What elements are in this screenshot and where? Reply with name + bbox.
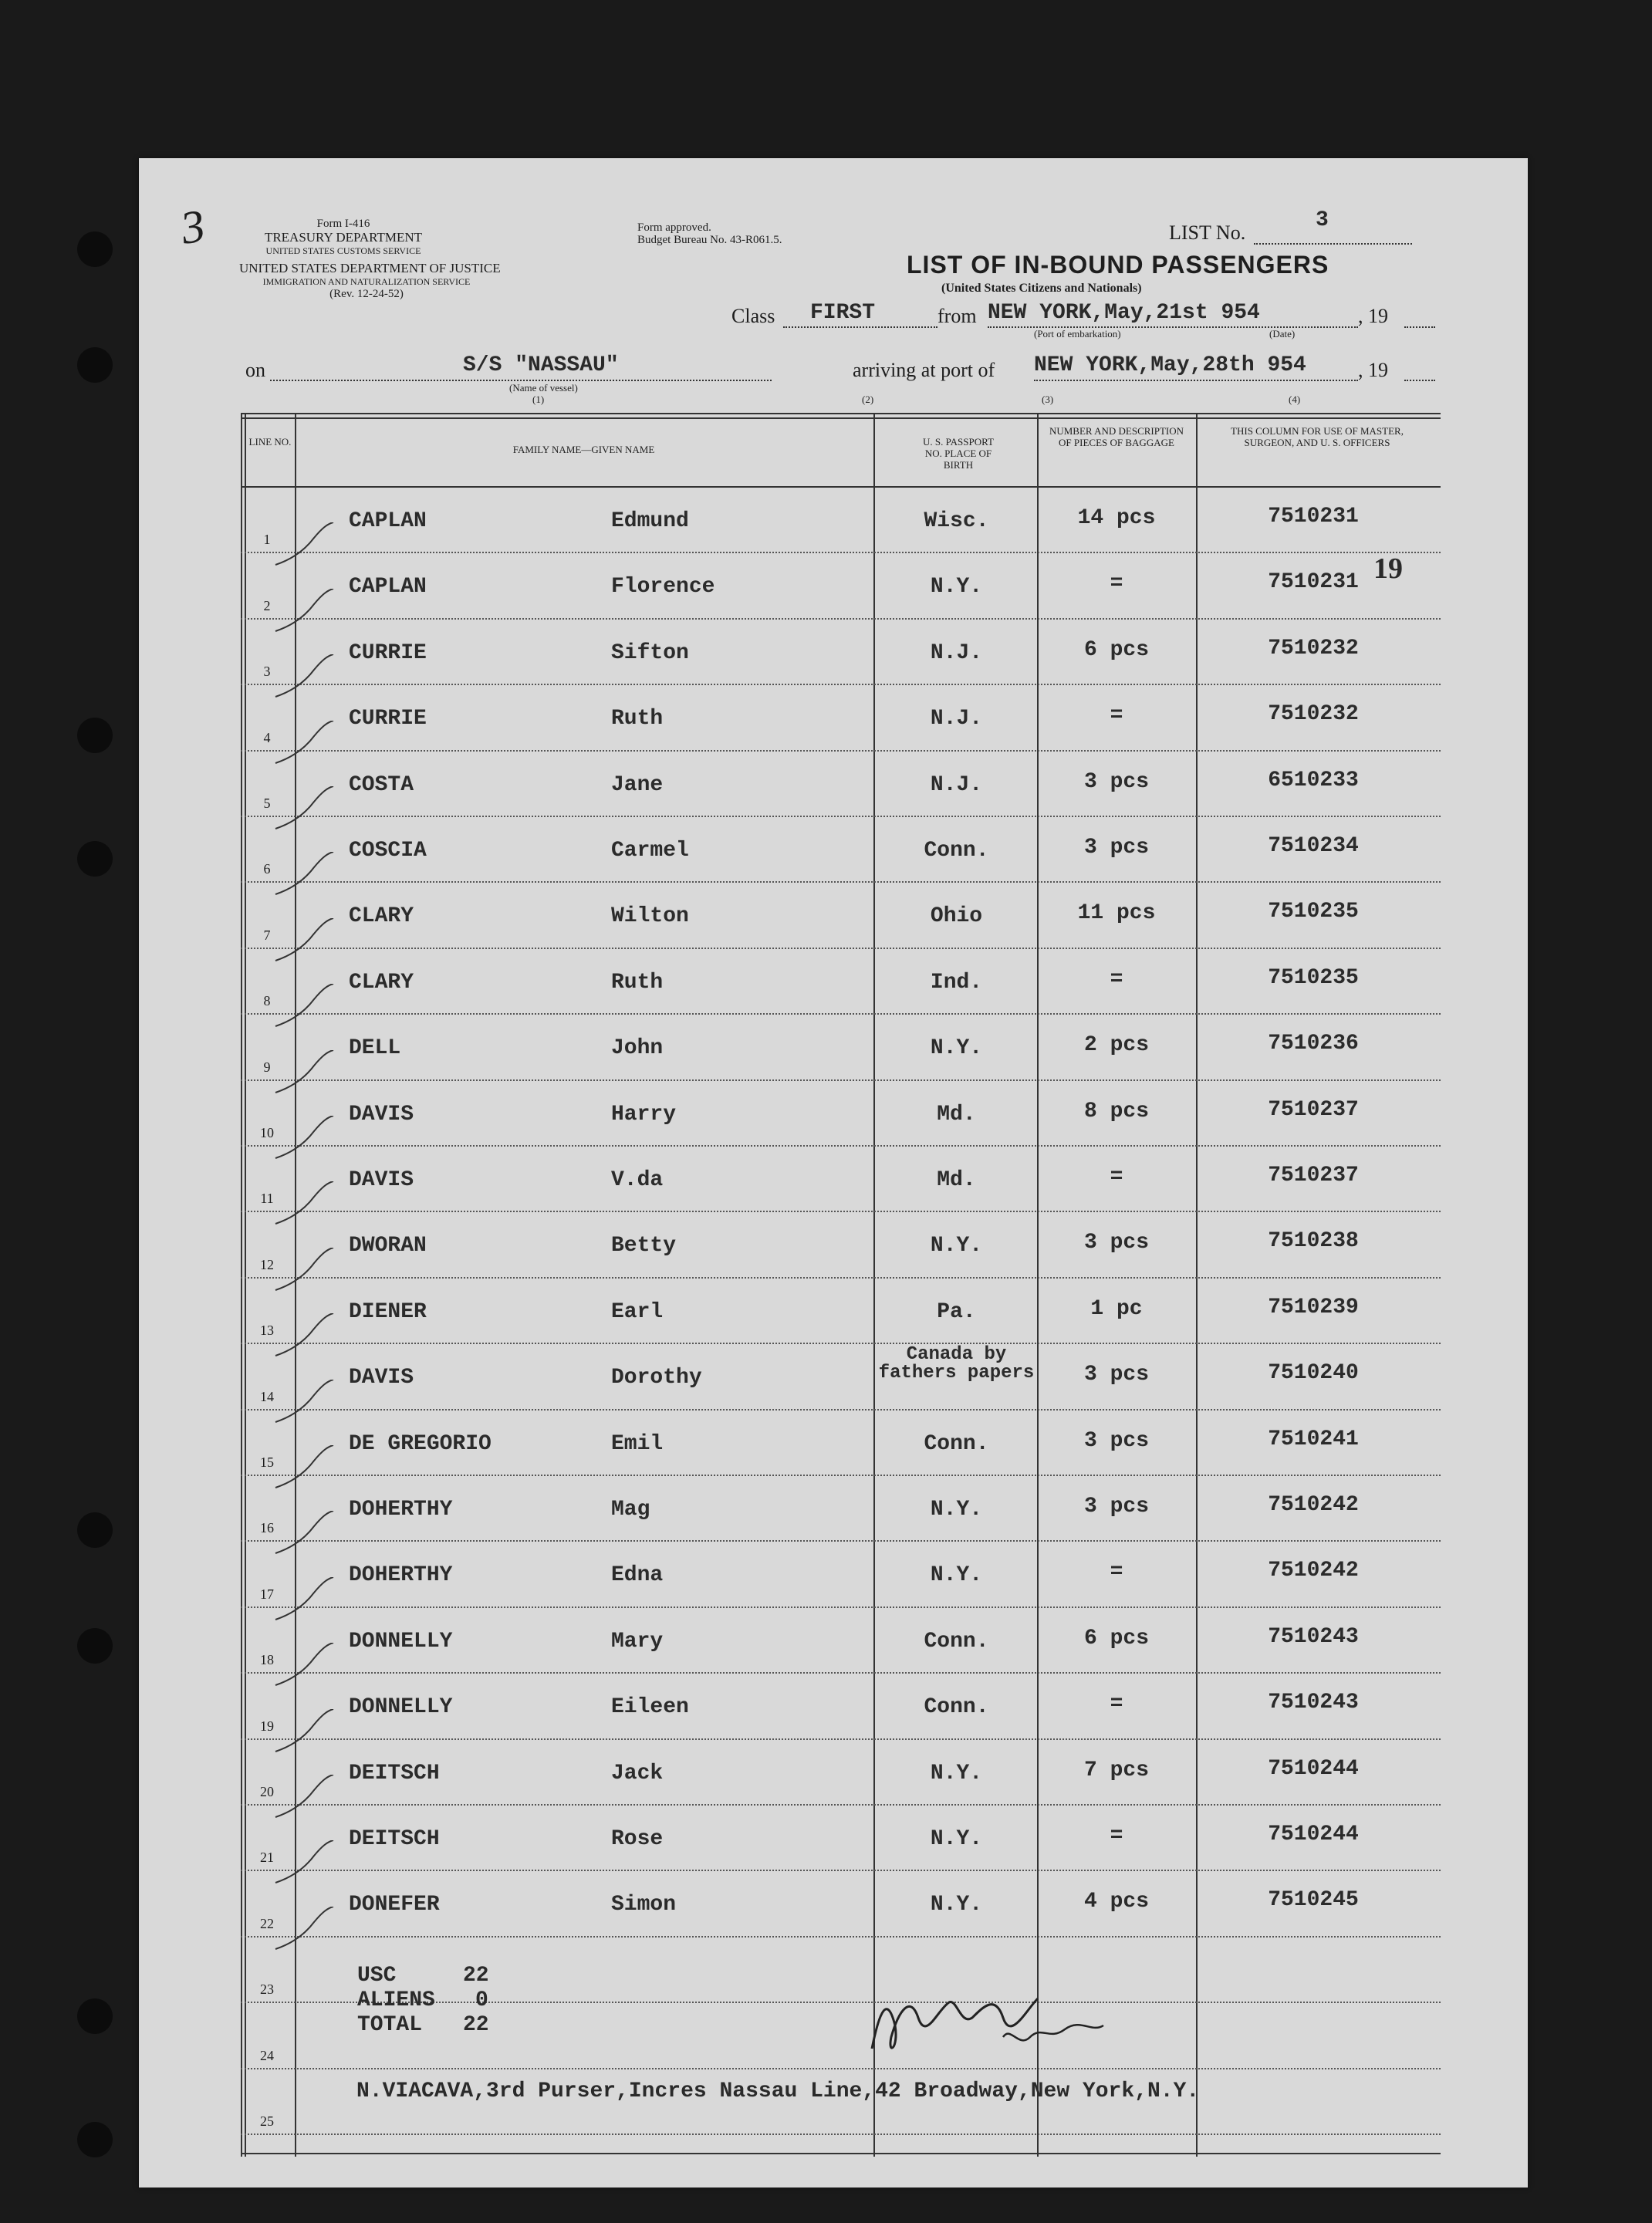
header-baggage: NUMBER AND DESCRIPTION OF PIECES OF BAGGAGE [1049,425,1184,448]
line-number: 17 [260,1586,274,1602]
form-number: Form I-416 [316,218,370,230]
list-no-label: LIST No. [1169,221,1246,244]
birth-place: N.Y. [930,1827,983,1851]
line-number: 4 [263,729,271,745]
baggage: 14 pcs [1077,506,1156,530]
given-name: Florence [611,575,715,600]
binder-hole [77,347,113,383]
line-number: 25 [260,2113,274,2129]
purser-line: N.VIACAVA,3rd Purser,Incres Nassau Line,42 Broadway,New York,N.Y. [356,2079,1200,2103]
baggage: 2 pcs [1083,1033,1149,1058]
line-number: 3 [263,664,271,680]
table-row [241,1476,1441,1542]
table-row [241,620,1441,685]
baggage: 6 pcs [1083,637,1149,662]
line-number: 7 [263,927,271,943]
family-name: DELL [349,1036,401,1061]
officer-number: 7510235 [1268,965,1359,990]
given-name: Mary [611,1629,664,1654]
officer-number: 7510235 [1268,900,1359,924]
date-caption: (Date) [1269,328,1296,340]
usc-value: 22 [463,1964,489,1988]
baggage: 3 pcs [1083,836,1149,860]
table-row [241,488,1441,553]
form-sheet [139,158,1528,2188]
given-name: Emil [611,1431,664,1456]
line-number: 15 [260,1454,274,1470]
birth-place: Conn. [924,839,989,863]
form-approved: Form approved. [637,221,711,234]
given-name: Ruth [611,707,664,731]
binder-hole [77,2122,113,2157]
officer-number: 7510238 [1268,1229,1359,1254]
line-number: 6 [263,861,271,877]
year-suffix: , 19 [1358,359,1388,381]
family-name: DIENER [349,1299,427,1324]
binder-hole [77,841,113,877]
port-embarkation-caption: (Port of embarkation) [1034,328,1121,340]
birth-place: Canada by fathers papers [878,1344,1035,1384]
family-name: DONNELLY [349,1695,453,1720]
table-row [241,1212,1441,1278]
baggage: 1 pc [1090,1296,1143,1321]
family-name: DAVIS [349,1168,414,1192]
table-row [241,1871,1441,1937]
baggage: = [1110,967,1123,992]
family-name: CLARY [349,970,414,995]
col-num-3: (3) [1042,394,1054,405]
given-name: Edna [611,1563,664,1588]
table-row [241,949,1441,1015]
line-number: 11 [260,1191,274,1207]
justice-dept: UNITED STATES DEPARTMENT OF JUSTICE [239,261,501,275]
col-num-1: (1) [532,394,545,405]
customs-service: UNITED STATES CUSTOMS SERVICE [265,245,421,256]
line-number: 16 [260,1520,274,1536]
class-label: Class [731,305,775,327]
binder-hole [77,1998,113,2034]
given-name: Mag [611,1498,650,1522]
col-num-2: (2) [862,394,874,405]
family-name: CLARY [349,904,414,929]
usc-label: USC [357,1964,397,1988]
birth-place: Md. [937,1102,976,1127]
given-name: Jack [611,1761,664,1785]
line-number: 1 [263,532,271,548]
line-number: 12 [260,1256,274,1272]
given-name: Eileen [611,1695,689,1720]
given-name: Jane [611,772,664,797]
corner-mark: 3 [177,199,209,255]
officer-number: 7510243 [1268,1691,1359,1715]
budget-bureau: Budget Bureau No. 43-R061.5. [637,234,782,246]
aliens-label: ALIENS [357,1988,435,2012]
total-value: 22 [463,2013,489,2037]
binder-hole [77,231,113,267]
baggage: 3 pcs [1083,769,1149,794]
line-number: 20 [260,1783,274,1799]
treasury-dept: TREASURY DEPARTMENT [264,230,423,245]
form-subtitle: (United States Citizens and Nationals) [941,282,1142,295]
given-name: Rose [611,1827,664,1851]
given-name: V.da [611,1168,664,1192]
table-row [241,1542,1441,1607]
binder-hole [77,718,113,753]
line-number: 14 [260,1388,274,1404]
officer-number: 7510245 [1268,1888,1359,1913]
table-row [241,685,1441,751]
table-row [241,1608,1441,1674]
baggage: 3 pcs [1083,1428,1149,1453]
line-number: 5 [263,795,271,811]
table-row [241,1015,1441,1080]
table-row [241,752,1441,817]
officer-number: 7510236 [1268,1032,1359,1056]
revision: (Rev. 12-24-52) [329,288,404,300]
given-name: Betty [611,1234,677,1258]
passenger-table [241,413,1441,2157]
baggage: = [1110,1692,1123,1717]
officer-number: 7510237 [1268,1097,1359,1122]
birth-place: Wisc. [924,509,989,533]
birth-place: Conn. [924,1695,989,1720]
line-number: 22 [260,1915,274,1931]
birth-place: Conn. [924,1629,989,1654]
table-row [241,1147,1441,1212]
from-label: from [937,305,977,327]
vessel-value: S/S "NASSAU" [463,353,619,377]
aliens-value: 0 [475,1988,488,2012]
baggage: 7 pcs [1083,1758,1149,1782]
family-name: CAPLAN [349,575,427,600]
given-name: Earl [611,1299,664,1324]
family-name: DAVIS [349,1366,414,1390]
birth-place: N.J. [930,772,983,797]
baggage: 8 pcs [1083,1099,1149,1123]
birth-place: N.Y. [930,1036,983,1061]
baggage: 4 pcs [1083,1890,1149,1914]
family-name: CAPLAN [349,509,427,533]
vessel-caption: (Name of vessel) [509,382,578,394]
family-name: CURRIE [349,707,427,731]
family-name: DE GREGORIO [349,1431,492,1456]
table-row [241,1740,1441,1806]
line-number: 24 [260,2047,274,2063]
ins: IMMIGRATION AND NATURALIZATION SERVICE [262,276,471,287]
family-name: DEITSCH [349,1761,440,1785]
table-row [241,883,1441,948]
table-row [241,1279,1441,1344]
birth-place: N.Y. [930,1563,983,1588]
officer-number: 7510231 [1268,570,1359,595]
family-name: DEITSCH [349,1827,440,1851]
officer-number: 7510244 [1268,1756,1359,1781]
baggage: = [1110,1165,1123,1189]
birth-place: Ind. [930,970,983,995]
given-name: Ruth [611,970,664,995]
birth-place: Pa. [937,1299,976,1324]
form-title: LIST OF IN-BOUND PASSENGERS [907,251,1329,279]
table-row [241,553,1441,619]
on-label: on [245,359,265,381]
binder-hole [77,1512,113,1548]
birth-place: N.Y. [930,1234,983,1258]
given-name: Carmel [611,839,689,863]
birth-place: Ohio [930,904,983,929]
officer-number: 7510232 [1268,636,1359,660]
header-passport: U. S. PASSPORT NO. PLACE OF BIRTH [923,436,994,471]
binder-hole [77,1628,113,1664]
given-name: Simon [611,1893,677,1917]
arriving-label: arriving at port of [853,359,995,381]
birth-place: N.Y. [930,1498,983,1522]
table-row [241,1806,1441,1871]
birth-place: N.J. [930,640,983,665]
given-name: Sifton [611,640,689,665]
line-number: 8 [263,993,271,1009]
total-label: TOTAL [357,2013,423,2037]
class-value: FIRST [810,301,876,325]
officer-number: 7510231 [1268,505,1359,529]
family-name: CURRIE [349,640,427,665]
header-line-no: LINE NO. [248,436,292,448]
margin-stamp: 19 [1373,552,1403,585]
year-suffix: , 19 [1358,305,1388,327]
given-name: John [611,1036,664,1061]
given-name: Harry [611,1102,677,1127]
officer-number: 7510241 [1268,1427,1359,1451]
family-name: DONNELLY [349,1629,453,1654]
officer-number: 6510233 [1268,768,1359,792]
line-number: 10 [260,1124,274,1140]
line-number: 9 [263,1059,271,1075]
given-name: Wilton [611,904,689,929]
baggage: = [1110,1824,1123,1848]
family-name: COSCIA [349,839,427,863]
col-num-4: (4) [1289,394,1301,405]
birth-place: Conn. [924,1431,989,1456]
baggage: 11 pcs [1077,901,1156,926]
table-row [241,1081,1441,1147]
line-number: 13 [260,1323,274,1339]
given-name: Dorothy [611,1366,702,1390]
line-number: 18 [260,1652,274,1668]
officer-number: 7510242 [1268,1493,1359,1517]
baggage: 6 pcs [1083,1626,1149,1650]
header-name: FAMILY NAME—GIVEN NAME [512,444,655,455]
line-number: 19 [260,1718,274,1734]
baggage: = [1110,572,1123,596]
officer-number: 7510232 [1268,702,1359,727]
baggage: 3 pcs [1083,1363,1149,1387]
table-row [241,1344,1441,1410]
table-row [241,1674,1441,1739]
table-row [241,817,1441,883]
baggage: = [1110,704,1123,728]
baggage: 3 pcs [1083,1231,1149,1255]
list-no-value: 3 [1316,208,1329,232]
birth-place: N.J. [930,707,983,731]
baggage: 3 pcs [1083,1495,1149,1519]
family-name: DONEFER [349,1893,440,1917]
officer-number: 7510243 [1268,1624,1359,1649]
table-row [241,1410,1441,1476]
officer-number: 7510237 [1268,1164,1359,1188]
family-name: DAVIS [349,1102,414,1127]
officer-number: 7510239 [1268,1295,1359,1319]
family-name: DOHERTHY [349,1563,453,1588]
officer-number: 7510234 [1268,834,1359,858]
line-number: 2 [263,597,271,613]
family-name: DWORAN [349,1234,427,1258]
arriving-value: NEW YORK,May,28th 954 [1034,353,1306,377]
officer-number: 7510244 [1268,1823,1359,1846]
birth-place: N.Y. [930,1893,983,1917]
from-value: NEW YORK,May,21st 954 [988,301,1260,325]
line-number: 23 [260,1981,274,1998]
given-name: Edmund [611,509,689,533]
birth-place: Md. [937,1168,976,1192]
header-officers: THIS COLUMN FOR USE OF MASTER, SURGEON, AND U. S. OFFICERS [1231,425,1404,448]
officer-number: 7510242 [1268,1559,1359,1583]
family-name: DOHERTHY [349,1498,453,1522]
signature [864,1964,1111,2072]
officer-number: 7510240 [1268,1361,1359,1386]
birth-place: N.Y. [930,575,983,600]
birth-place: N.Y. [930,1761,983,1785]
baggage: = [1110,1560,1123,1585]
line-number: 21 [260,1850,274,1866]
family-name: COSTA [349,772,414,797]
